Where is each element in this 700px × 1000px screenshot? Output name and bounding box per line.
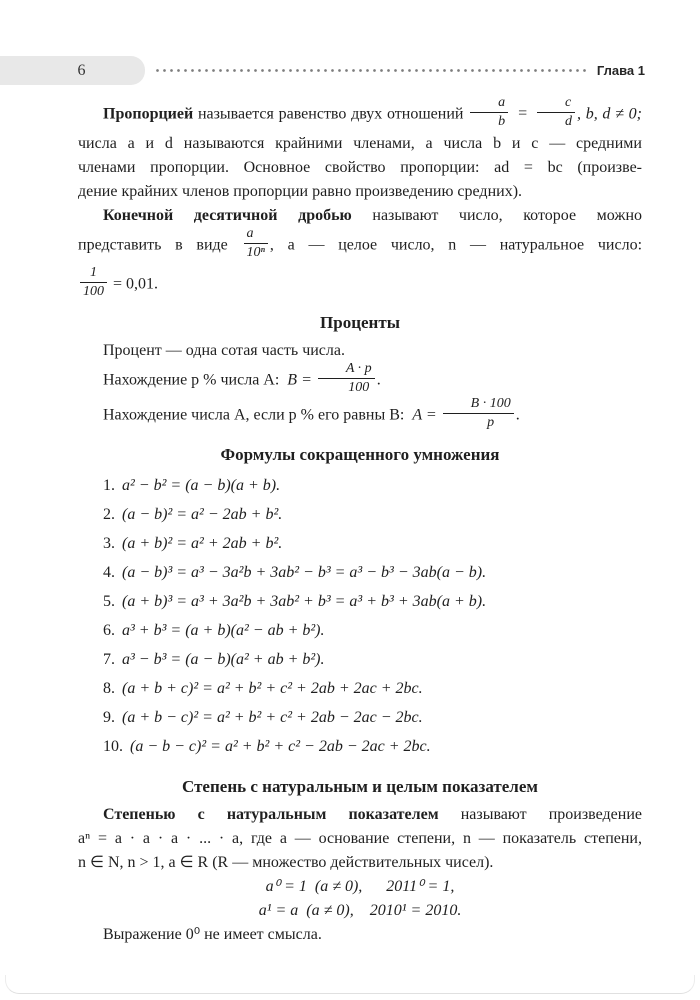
fraction-Ap-100: $\frac{A \cdot p}{100}$ xyxy=(318,361,375,396)
formula-item-9: 9. (a + b − c)² = a² + b² + c² + 2ab − 2ac − 2bc. xyxy=(103,708,423,726)
formula-list xyxy=(103,471,642,761)
decimal-text: называют число, которое можно xyxy=(351,207,642,225)
powers-line-2: aⁿ = a · a · a · ... · a, где a — основание степени, n — показатель степени, xyxy=(78,829,642,847)
decimal-pre: представить в виде xyxy=(78,236,228,254)
dotted-leader xyxy=(154,69,587,72)
formula-item-2: 2. (a − b)² = a² − 2ab + b². xyxy=(103,505,283,523)
percent-formula-1 xyxy=(78,360,642,398)
percent-formula-1-lhs: B = xyxy=(287,370,312,388)
chapter-label: Глава 1 xyxy=(596,63,645,78)
powers-line-1 xyxy=(78,803,642,827)
powers-example-2: a¹ = a (a ≠ 0), 2010¹ = 2010. xyxy=(258,901,462,919)
proportion-line-2: числа a и d называются крайними членами, а числа b и c — средними xyxy=(78,135,642,153)
term-proportion: Пропорцией xyxy=(103,105,194,123)
formula-item-7: 7. a³ − b³ = (a − b)(a² + ab + b²). xyxy=(103,650,325,668)
page-bottom-edge xyxy=(5,975,695,994)
decimal-example xyxy=(78,267,642,302)
fraction-c-d: $\frac{c}{d}$ xyxy=(537,95,575,130)
formula-item-6: 6. a³ + b³ = (a + b)(a² − ab + b²). xyxy=(103,621,325,639)
proportion-text: называется равенство двух отношений xyxy=(193,105,469,123)
decimal-post: , a — целое число, n — натуральное число: xyxy=(269,236,643,254)
percent-definition: Процент — одна сотая часть числа. xyxy=(103,341,345,359)
term-natural-power: Степенью с натуральным показателем xyxy=(103,805,439,823)
page-number: 6 xyxy=(77,61,86,79)
fraction-B100-p: $\frac{B \cdot 100}{p}$ xyxy=(443,396,514,431)
heading-powers: Степень с натуральным и целым показателем xyxy=(182,776,538,796)
heading-abridged-formulas: Формулы сокращенного умножения xyxy=(220,444,500,464)
powers-example-1: a⁰ = 1 (a ≠ 0), 2011⁰ = 1, xyxy=(265,877,455,895)
fraction-a-b: $\frac{a}{b}$ xyxy=(470,95,508,130)
percent-formula-2-text: Нахождение числа A, если p % его равны B: xyxy=(103,406,405,424)
page-header xyxy=(0,56,700,85)
decimal-line-1 xyxy=(78,204,642,228)
heading-percents: Проценты xyxy=(320,312,400,332)
proportion-condition: , b, d ≠ 0; xyxy=(576,105,643,123)
formula-item-3: 3. (a + b)² = a² + 2ab + b². xyxy=(103,534,283,552)
formula-item-10: 10. (a − b − c)² = a² + b² + c² − 2ab − 2ac + 2bc. xyxy=(103,737,431,755)
page-content xyxy=(0,85,700,947)
formula-item-5: 5. (a + b)³ = a³ + 3a²b + 3ab² + b³ = a³ + b³ + 3ab(a + b). xyxy=(103,592,487,610)
percent-formula-2-end: . xyxy=(515,406,520,424)
percent-formula-2 xyxy=(78,395,642,433)
fraction-1-100: $\frac{1}{100}$ xyxy=(80,265,107,300)
proportion-line-4: дение крайних членов пропорции равно произведению средних). xyxy=(78,183,523,201)
formula-item-8: 8. (a + b + c)² = a² + b² + c² + 2ab + 2ac + 2bc. xyxy=(103,679,423,697)
percent-formula-1-end: . xyxy=(376,370,381,388)
proportion-line-3: членами пропорции. Основное свойство пропорции: ad = bc (произве- xyxy=(78,159,642,177)
formula-item-1: 1. a² − b² = (a − b)(a + b). xyxy=(103,476,281,494)
proportion-line-1 xyxy=(78,97,642,132)
page-number-pill xyxy=(0,56,145,85)
term-finite-decimal: Конечной десятичной дробью xyxy=(103,207,352,225)
fraction-a-10n: $\frac{a}{\text{10ⁿ}}$ xyxy=(244,226,268,261)
powers-note: Выражение 0⁰ не имеет смысла. xyxy=(103,925,322,943)
percent-formula-2-lhs: A = xyxy=(412,406,437,424)
decimal-line-2 xyxy=(78,228,642,263)
equals-sign: = xyxy=(517,105,528,123)
formula-item-4: 4. (a − b)³ = a³ − 3a²b + 3ab² − b³ = a³ − b³ − 3ab(a − b). xyxy=(103,563,487,581)
percent-formula-1-text: Нахождение p % числа A: xyxy=(103,370,280,388)
powers-text: называют произведение xyxy=(438,805,642,823)
powers-line-3: n ∈ N, n > 1, a ∈ R (R — множество действительных чисел). xyxy=(78,853,494,871)
decimal-example-result: = 0,01. xyxy=(109,275,159,293)
